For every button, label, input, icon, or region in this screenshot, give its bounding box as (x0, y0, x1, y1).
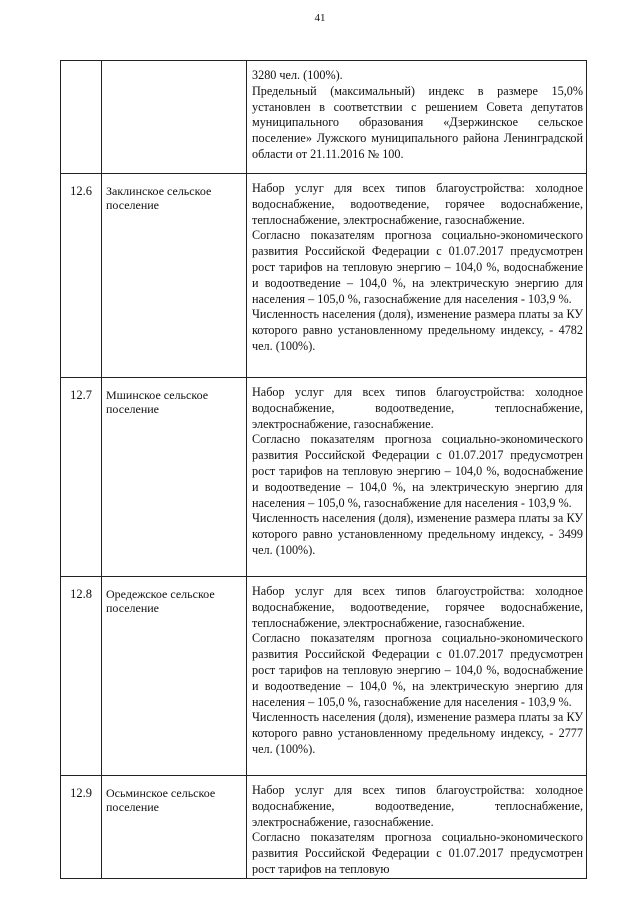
description-paragraph: Набор услуг для всех типов благоустройства: холодное водоснабжение, водоотведение, горячее водоснабжение, теплоснабжение, электроснабжение, газоснабжение. (252, 584, 583, 630)
table-row (61, 776, 587, 879)
settlement-name (102, 61, 247, 174)
row-number: 12.7 (61, 378, 102, 577)
row-number: 12.9 (61, 776, 102, 879)
description-paragraph: Численность населения (доля), изменение размера платы за КУ которого равно установленному предельному индексу, - 2777 чел. (100%). (252, 710, 583, 756)
description-cell (247, 61, 587, 174)
description-paragraph: 3280 чел. (100%). (252, 68, 343, 82)
description-paragraph: Предельный (максимальный) индекс в размере 15,0% установлен в соответствии с решением Совета депутатов муниципального образования «Дзержинское сельское поселение» Лужского муниципального района Ленинградской области от 21.11.2016 № 100. (252, 83, 583, 161)
description-paragraph: Согласно показателям прогноза социально-экономического развития Российской Федерации с 01.07.2017 предусмотрен рост тарифов на тепловую (252, 830, 583, 876)
description-paragraph: Набор услуг для всех типов благоустройства: холодное водоснабжение, водоотведение, теплоснабжение, электроснабжение, газоснабжение. (252, 783, 583, 829)
description-paragraph: Согласно показателям прогноза социально-экономического развития Российской Федерации с 01.07.2017 предусмотрен рост тарифов на тепловую энергию – 104,0 %, водоснабжение и водоотведение – 104,0 %, на электрическую энергию для населения – 105,0 %, газоснабжение для населения - 103,9 %. (252, 432, 583, 510)
settlement-name: Осьминское сельское поселение (102, 776, 247, 879)
description-cell (247, 776, 587, 879)
table-row (61, 174, 587, 378)
row-number: 12.6 (61, 174, 102, 378)
description-paragraph: Набор услуг для всех типов благоустройства: холодное водоснабжение, водоотведение, теплоснабжение, электроснабжение, газоснабжение. (252, 385, 583, 431)
tariff-table (60, 60, 587, 879)
table-row (61, 61, 587, 174)
description-paragraph: Согласно показателям прогноза социально-экономического развития Российской Федерации с 01.07.2017 предусмотрен рост тарифов на тепловую энергию – 104,0 %, водоснабжение и водоотведение – 104,0 %, на электрическую энергию для населения – 105,0 %, газоснабжение для населения - 103,9 %. (252, 631, 583, 709)
description-paragraph: Согласно показателям прогноза социально-экономического развития Российской Федерации с 01.07.2017 предусмотрен рост тарифов на тепловую энергию – 104,0 %, водоснабжение и водоотведение – 104,0 %, на электрическую энергию для населения – 105,0 %, газоснабжение для населения - 103,9 %. (252, 228, 583, 306)
row-number: 12.8 (61, 577, 102, 776)
page-number: 41 (314, 12, 326, 24)
description-cell (247, 174, 587, 378)
description-paragraph: Набор услуг для всех типов благоустройства: холодное водоснабжение, водоотведение, горячее водоснабжение, теплоснабжение, электроснабжение, газоснабжение. (252, 181, 583, 227)
settlement-name: Оредежское сельское поселение (102, 577, 247, 776)
settlement-name: Заклинское сельское поселение (102, 174, 247, 378)
description-cell (247, 378, 587, 577)
description-paragraph: Численность населения (доля), изменение размера платы за КУ которого равно установленному предельному индексу, - 4782 чел. (100%). (252, 307, 583, 353)
table-row (61, 577, 587, 776)
row-number (61, 61, 102, 174)
description-cell (247, 577, 587, 776)
table-row (61, 378, 587, 577)
description-paragraph: Численность населения (доля), изменение размера платы за КУ которого равно установленному предельному индексу, - 3499 чел. (100%). (252, 511, 583, 557)
settlement-name: Мшинское сельское поселение (102, 378, 247, 577)
